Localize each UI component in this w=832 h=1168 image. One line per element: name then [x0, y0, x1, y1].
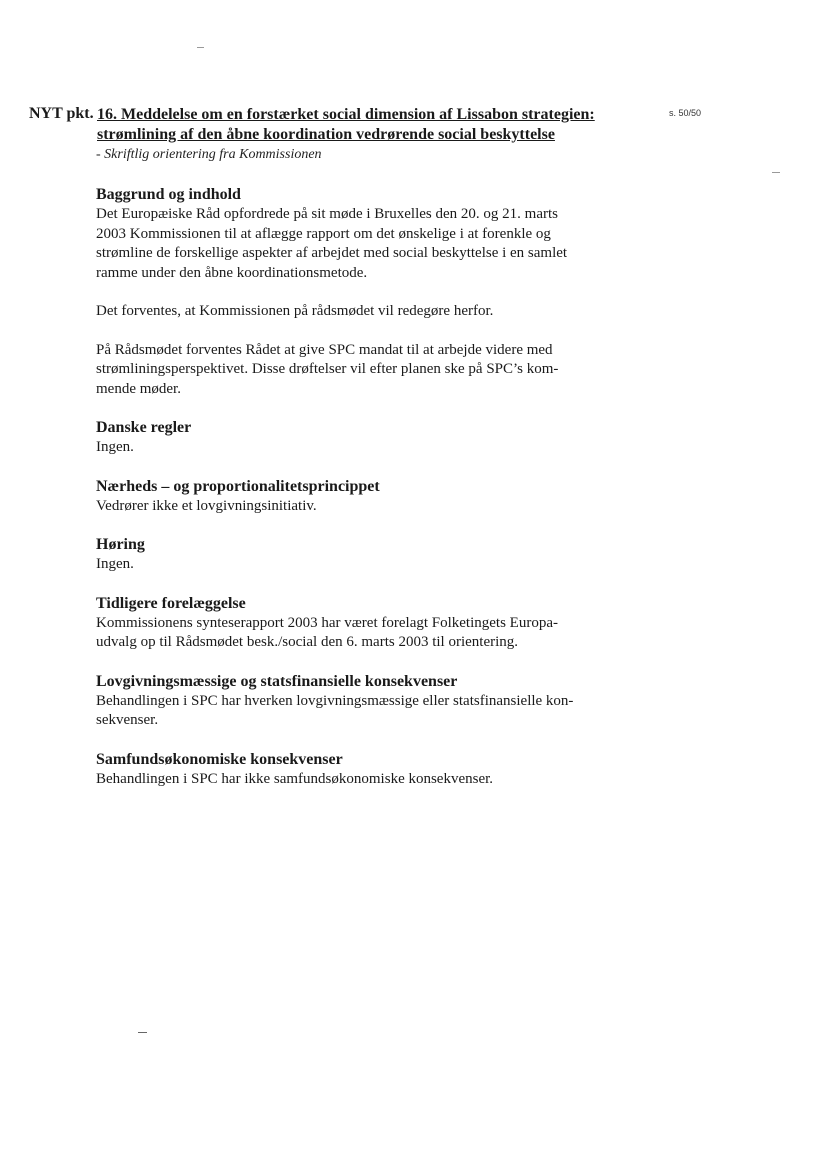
agenda-item-title — [97, 105, 595, 145]
section-heading: Baggrund og indhold — [96, 186, 241, 203]
scan-speck — [772, 172, 780, 173]
paragraph — [96, 614, 626, 653]
scan-speck — [197, 47, 204, 48]
paragraph — [96, 555, 626, 575]
title-line-1: 16. Meddelelse om en forstærket social dimension af Lissabon strategien: — [97, 106, 595, 123]
page-number: s. 50/50 — [669, 108, 702, 118]
text-line: udvalg op til Rådsmødet besk./social den 6. marts 2003 til orientering. — [96, 634, 519, 650]
paragraph — [96, 302, 626, 322]
section-heading: Nærheds – og proportionalitetsprincippet — [96, 477, 380, 495]
section-tidligere — [96, 594, 626, 653]
section-danske-regler — [96, 418, 626, 458]
text-line: 2003 Kommissionen til at aflægge rapport om det ønskelige i at forenkle og — [96, 225, 551, 242]
text-line: Kommissionens synteserapport 2003 har været forelagt Folketingets Europa- — [96, 614, 558, 631]
text-line: ramme under den åbne koordinationsmetode. — [96, 264, 368, 281]
text-line: Behandlingen i SPC har ikke samfundsøkonomiske konsekvenser. — [96, 770, 494, 787]
text-line: På Rådsmødet forventes Rådet at give SPC mandat til at arbejde videre med — [96, 341, 553, 358]
text-line: Behandlingen i SPC har hverken lovgivningsmæssige eller statsfinansielle kon- — [96, 692, 574, 709]
section-baggrund — [96, 185, 626, 399]
text-line: sekvenser. — [96, 712, 159, 728]
section-heading: Danske regler — [96, 419, 192, 436]
document-body — [96, 185, 626, 789]
section-naerheds — [96, 477, 626, 517]
section-heading: Lovgivningsmæssige og statsfinansielle konsekvenser — [96, 672, 458, 690]
paragraph — [96, 341, 626, 400]
text-line: Ingen. — [96, 556, 134, 572]
agenda-prefix: NYT pkt. — [29, 105, 94, 122]
paragraph — [96, 438, 626, 458]
text-line: mende møder. — [96, 380, 181, 397]
text-line: strømliningsperspektivet. Disse drøftelser vil efter planen ske på SPC’s kom- — [96, 361, 559, 377]
scan-speck — [138, 1032, 147, 1033]
text-line: Det Europæiske Råd opfordrede på sit møde i Bruxelles den 20. og 21. marts — [96, 206, 558, 222]
text-line: Ingen. — [96, 439, 134, 455]
title-line-2: strømlining af den åbne koordination vedrørende social beskyttelse — [97, 126, 555, 143]
paragraph — [96, 497, 626, 517]
paragraph — [96, 205, 626, 283]
section-heading: Tidligere forelæggelse — [96, 594, 246, 612]
section-samfund — [96, 750, 626, 790]
subtitle: - Skriftlig orientering fra Kommissionen — [96, 147, 322, 162]
text-line: strømline de forskellige aspekter af arbejdet med social beskyttelse i en samlet — [96, 245, 568, 261]
text-line: Vedrører ikke et lovgivningsinitiativ. — [96, 497, 317, 514]
section-heading: Samfundsøkonomiske konsekvenser — [96, 750, 343, 768]
section-heading: Høring — [96, 536, 145, 553]
paragraph — [96, 692, 626, 731]
section-lovgivning — [96, 672, 626, 731]
section-hoering — [96, 535, 626, 575]
text-line: Det forventes, at Kommissionen på rådsmødet vil redegøre herfor. — [96, 303, 494, 319]
paragraph — [96, 770, 626, 790]
